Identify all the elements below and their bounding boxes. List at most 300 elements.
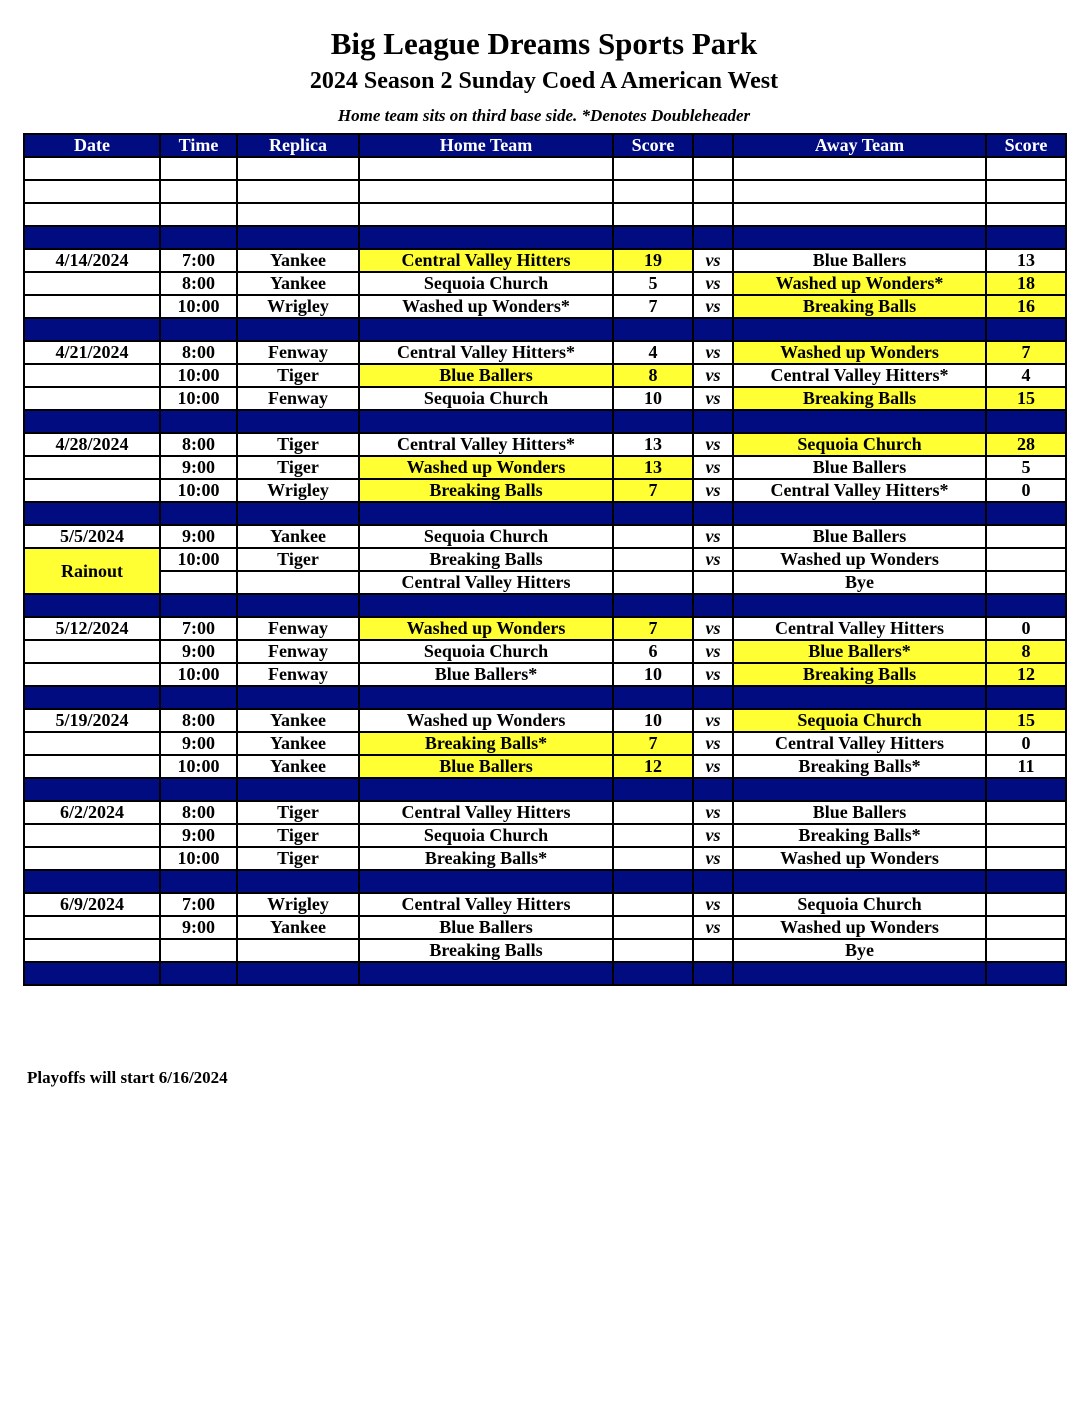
date-cell: 5/19/2024	[24, 709, 160, 732]
vs-cell: vs	[693, 249, 733, 272]
home-team-cell: Breaking Balls*	[359, 847, 613, 870]
replica-cell: Tiger	[237, 847, 359, 870]
vs-cell: vs	[693, 479, 733, 502]
away-score-cell	[986, 824, 1066, 847]
game-row	[24, 663, 1066, 686]
blank-cell	[613, 157, 693, 180]
separator-cell	[733, 962, 986, 985]
date-cell: 4/14/2024	[24, 249, 160, 272]
home-score-cell	[613, 801, 693, 824]
home-score-cell: 7	[613, 617, 693, 640]
separator-cell	[160, 778, 237, 801]
separator-cell	[160, 410, 237, 433]
game-row	[24, 916, 1066, 939]
away-team-cell: Sequoia Church	[733, 709, 986, 732]
vs-cell: vs	[693, 732, 733, 755]
replica-cell: Fenway	[237, 387, 359, 410]
separator-cell	[613, 502, 693, 525]
separator-cell	[986, 318, 1066, 341]
home-team-cell: Washed up Wonders	[359, 709, 613, 732]
game-row	[24, 755, 1066, 778]
away-team-cell: Central Valley Hitters*	[733, 479, 986, 502]
away-team-cell: Washed up Wonders*	[733, 272, 986, 295]
blank-cell	[693, 203, 733, 226]
away-score-cell: 11	[986, 755, 1066, 778]
home-score-cell	[613, 847, 693, 870]
replica-cell: Yankee	[237, 525, 359, 548]
separator-cell	[733, 870, 986, 893]
time-cell: 10:00	[160, 755, 237, 778]
vs-cell	[693, 939, 733, 962]
col-vs	[693, 134, 733, 157]
col-date: Date	[24, 134, 160, 157]
separator-cell	[359, 226, 613, 249]
separator-cell	[693, 594, 733, 617]
separator-cell	[237, 226, 359, 249]
separator-cell	[24, 870, 160, 893]
separator-cell	[733, 226, 986, 249]
replica-cell: Yankee	[237, 272, 359, 295]
separator-cell	[359, 778, 613, 801]
time-cell: 10:00	[160, 295, 237, 318]
away-team-cell: Breaking Balls	[733, 387, 986, 410]
separator-cell	[24, 318, 160, 341]
home-score-cell: 19	[613, 249, 693, 272]
game-row	[24, 824, 1066, 847]
blank-row	[24, 180, 1066, 203]
home-team-cell: Breaking Balls	[359, 548, 613, 571]
time-cell	[160, 939, 237, 962]
blank-cell	[733, 157, 986, 180]
replica-cell: Tiger	[237, 548, 359, 571]
time-cell: 10:00	[160, 548, 237, 571]
vs-cell: vs	[693, 663, 733, 686]
home-score-cell: 8	[613, 364, 693, 387]
replica-cell: Fenway	[237, 341, 359, 364]
game-row	[24, 387, 1066, 410]
away-score-cell: 16	[986, 295, 1066, 318]
away-score-cell: 0	[986, 732, 1066, 755]
blank-cell	[24, 180, 160, 203]
home-score-cell: 10	[613, 709, 693, 732]
away-team-cell: Washed up Wonders	[733, 916, 986, 939]
away-score-cell	[986, 571, 1066, 594]
game-row	[24, 249, 1066, 272]
away-team-cell: Washed up Wonders	[733, 341, 986, 364]
separator-cell	[160, 962, 237, 985]
away-score-cell: 8	[986, 640, 1066, 663]
home-score-cell: 5	[613, 272, 693, 295]
date-separator-row	[24, 778, 1066, 801]
away-score-cell: 13	[986, 249, 1066, 272]
time-cell: 9:00	[160, 824, 237, 847]
time-cell: 9:00	[160, 456, 237, 479]
home-team-cell: Washed up Wonders*	[359, 295, 613, 318]
time-cell: 10:00	[160, 387, 237, 410]
away-team-cell: Blue Ballers	[733, 525, 986, 548]
time-cell: 7:00	[160, 249, 237, 272]
separator-cell	[24, 410, 160, 433]
home-team-cell: Blue Ballers*	[359, 663, 613, 686]
time-cell: 9:00	[160, 732, 237, 755]
game-row	[24, 479, 1066, 502]
away-score-cell	[986, 525, 1066, 548]
blank-cell	[613, 180, 693, 203]
home-team-cell: Central Valley Hitters	[359, 571, 613, 594]
home-team-cell: Central Valley Hitters*	[359, 341, 613, 364]
separator-cell	[237, 778, 359, 801]
home-team-cell: Central Valley Hitters	[359, 249, 613, 272]
blank-cell	[986, 180, 1066, 203]
separator-cell	[160, 594, 237, 617]
date-cell: 4/28/2024	[24, 433, 160, 456]
away-team-cell: Breaking Balls	[733, 663, 986, 686]
time-cell: 10:00	[160, 479, 237, 502]
separator-cell	[693, 686, 733, 709]
vs-cell: vs	[693, 617, 733, 640]
away-score-cell: 0	[986, 479, 1066, 502]
replica-cell: Fenway	[237, 663, 359, 686]
separator-cell	[986, 870, 1066, 893]
blank-cell	[359, 180, 613, 203]
separator-cell	[237, 686, 359, 709]
away-score-cell: 4	[986, 364, 1066, 387]
date-cell	[24, 939, 160, 962]
separator-cell	[160, 226, 237, 249]
away-score-cell: 0	[986, 617, 1066, 640]
home-score-cell: 13	[613, 433, 693, 456]
time-cell: 10:00	[160, 663, 237, 686]
vs-cell: vs	[693, 801, 733, 824]
away-score-cell	[986, 893, 1066, 916]
home-score-cell	[613, 939, 693, 962]
home-team-cell: Blue Ballers	[359, 364, 613, 387]
date-cell: 6/2/2024	[24, 801, 160, 824]
separator-cell	[359, 594, 613, 617]
away-score-cell: 15	[986, 387, 1066, 410]
col-time: Time	[160, 134, 237, 157]
replica-cell: Tiger	[237, 364, 359, 387]
separator-cell	[986, 778, 1066, 801]
time-cell: 7:00	[160, 617, 237, 640]
home-score-cell	[613, 548, 693, 571]
vs-cell: vs	[693, 548, 733, 571]
bye-row	[24, 939, 1066, 962]
time-cell: 8:00	[160, 709, 237, 732]
separator-cell	[693, 502, 733, 525]
home-team-cell: Blue Ballers	[359, 916, 613, 939]
away-score-cell	[986, 548, 1066, 571]
time-cell: 8:00	[160, 272, 237, 295]
game-row	[24, 801, 1066, 824]
separator-cell	[986, 962, 1066, 985]
away-team-cell: Blue Ballers	[733, 801, 986, 824]
separator-cell	[986, 226, 1066, 249]
away-team-cell: Washed up Wonders	[733, 847, 986, 870]
home-score-cell: 12	[613, 755, 693, 778]
home-team-cell: Breaking Balls	[359, 479, 613, 502]
separator-cell	[986, 502, 1066, 525]
separator-cell	[613, 226, 693, 249]
date-cell	[24, 640, 160, 663]
replica-cell: Yankee	[237, 249, 359, 272]
home-team-cell: Blue Ballers	[359, 755, 613, 778]
game-row	[24, 341, 1066, 364]
home-score-cell	[613, 525, 693, 548]
separator-cell	[237, 594, 359, 617]
time-cell: 8:00	[160, 801, 237, 824]
separator-cell	[613, 778, 693, 801]
home-team-cell: Central Valley Hitters*	[359, 433, 613, 456]
away-score-cell: 28	[986, 433, 1066, 456]
time-cell: 10:00	[160, 847, 237, 870]
separator-cell	[693, 870, 733, 893]
away-team-cell: Central Valley Hitters	[733, 732, 986, 755]
rainout-cell: Rainout	[24, 548, 160, 594]
separator-cell	[613, 410, 693, 433]
home-team-cell: Breaking Balls*	[359, 732, 613, 755]
date-separator-row	[24, 870, 1066, 893]
separator-cell	[613, 318, 693, 341]
time-cell: 7:00	[160, 893, 237, 916]
separator-cell	[24, 502, 160, 525]
separator-cell	[237, 870, 359, 893]
game-row	[24, 272, 1066, 295]
separator-cell	[733, 410, 986, 433]
blank-cell	[160, 203, 237, 226]
date-separator-row	[24, 594, 1066, 617]
vs-cell: vs	[693, 295, 733, 318]
home-team-cell: Sequoia Church	[359, 640, 613, 663]
home-score-cell	[613, 916, 693, 939]
game-row	[24, 456, 1066, 479]
away-team-cell: Central Valley Hitters*	[733, 364, 986, 387]
time-cell: 9:00	[160, 640, 237, 663]
home-score-cell: 7	[613, 479, 693, 502]
separator-cell	[237, 410, 359, 433]
separator-cell	[24, 962, 160, 985]
game-row	[24, 709, 1066, 732]
replica-cell: Tiger	[237, 433, 359, 456]
separator-cell	[359, 686, 613, 709]
separator-cell	[693, 318, 733, 341]
separator-cell	[733, 318, 986, 341]
away-score-cell	[986, 939, 1066, 962]
col-home-team: Home Team	[359, 134, 613, 157]
separator-cell	[24, 778, 160, 801]
away-score-cell	[986, 801, 1066, 824]
away-score-cell: 5	[986, 456, 1066, 479]
separator-cell	[24, 226, 160, 249]
blank-cell	[24, 157, 160, 180]
date-cell	[24, 824, 160, 847]
home-score-cell	[613, 824, 693, 847]
home-team-cell: Sequoia Church	[359, 525, 613, 548]
separator-cell	[160, 686, 237, 709]
date-cell	[24, 364, 160, 387]
home-team-cell: Central Valley Hitters	[359, 893, 613, 916]
date-cell: 6/9/2024	[24, 893, 160, 916]
date-cell	[24, 479, 160, 502]
home-score-cell: 10	[613, 387, 693, 410]
separator-cell	[733, 778, 986, 801]
vs-cell: vs	[693, 341, 733, 364]
separator-cell	[733, 502, 986, 525]
page-subtitle: 2024 Season 2 Sunday Coed A American West	[309, 68, 779, 94]
game-row	[24, 847, 1066, 870]
time-cell: 8:00	[160, 433, 237, 456]
replica-cell: Tiger	[237, 456, 359, 479]
game-row	[24, 548, 1066, 571]
bye-row	[24, 571, 1066, 594]
playoffs-note: Playoffs will start 6/16/2024	[27, 1068, 228, 1087]
away-team-cell: Breaking Balls	[733, 295, 986, 318]
home-score-cell	[613, 571, 693, 594]
away-score-cell: 12	[986, 663, 1066, 686]
away-team-cell: Breaking Balls*	[733, 824, 986, 847]
home-team-cell: Washed up Wonders	[359, 617, 613, 640]
game-row	[24, 525, 1066, 548]
home-score-cell: 13	[613, 456, 693, 479]
date-cell: 5/12/2024	[24, 617, 160, 640]
replica-cell: Yankee	[237, 916, 359, 939]
separator-cell	[693, 226, 733, 249]
date-separator-row	[24, 226, 1066, 249]
replica-cell: Tiger	[237, 801, 359, 824]
blank-cell	[24, 203, 160, 226]
replica-cell: Fenway	[237, 617, 359, 640]
blank-cell	[160, 180, 237, 203]
home-team-cell: Washed up Wonders	[359, 456, 613, 479]
time-cell: 10:00	[160, 364, 237, 387]
blank-cell	[237, 180, 359, 203]
away-team-cell: Bye	[733, 939, 986, 962]
separator-cell	[237, 318, 359, 341]
away-team-cell: Blue Ballers	[733, 249, 986, 272]
vs-cell: vs	[693, 387, 733, 410]
separator-cell	[359, 318, 613, 341]
vs-cell: vs	[693, 824, 733, 847]
game-row	[24, 295, 1066, 318]
blank-cell	[237, 203, 359, 226]
home-score-cell: 4	[613, 341, 693, 364]
date-cell: 4/21/2024	[24, 341, 160, 364]
separator-cell	[613, 594, 693, 617]
separator-cell	[613, 962, 693, 985]
replica-cell: Fenway	[237, 640, 359, 663]
separator-cell	[733, 594, 986, 617]
away-team-cell: Washed up Wonders	[733, 548, 986, 571]
time-cell: 8:00	[160, 341, 237, 364]
away-score-cell	[986, 916, 1066, 939]
game-row	[24, 640, 1066, 663]
date-cell	[24, 916, 160, 939]
blank-cell	[613, 203, 693, 226]
separator-cell	[986, 594, 1066, 617]
vs-cell: vs	[693, 525, 733, 548]
vs-cell: vs	[693, 433, 733, 456]
game-row	[24, 732, 1066, 755]
date-separator-row	[24, 410, 1066, 433]
separator-cell	[160, 870, 237, 893]
replica-cell: Wrigley	[237, 893, 359, 916]
separator-cell	[160, 502, 237, 525]
blank-cell	[359, 203, 613, 226]
vs-cell: vs	[693, 847, 733, 870]
game-row	[24, 617, 1066, 640]
away-team-cell: Bye	[733, 571, 986, 594]
blank-cell	[986, 203, 1066, 226]
home-score-cell	[613, 893, 693, 916]
date-separator-row	[24, 318, 1066, 341]
date-separator-row	[24, 686, 1066, 709]
home-team-cell: Sequoia Church	[359, 272, 613, 295]
vs-cell: vs	[693, 916, 733, 939]
separator-cell	[693, 962, 733, 985]
separator-cell	[986, 686, 1066, 709]
away-team-cell: Blue Ballers*	[733, 640, 986, 663]
date-separator-row	[24, 502, 1066, 525]
away-score-cell: 18	[986, 272, 1066, 295]
blank-cell	[733, 203, 986, 226]
separator-cell	[237, 502, 359, 525]
page-title: Big League Dreams Sports Park	[330, 26, 758, 61]
separator-cell	[359, 870, 613, 893]
date-cell	[24, 387, 160, 410]
date-cell: 5/5/2024	[24, 525, 160, 548]
home-team-cell: Central Valley Hitters	[359, 801, 613, 824]
col-away-team: Away Team	[733, 134, 986, 157]
away-score-cell: 15	[986, 709, 1066, 732]
schedule-table	[23, 133, 1067, 986]
schedule-body	[24, 157, 1066, 985]
away-team-cell: Blue Ballers	[733, 456, 986, 479]
replica-cell: Yankee	[237, 732, 359, 755]
date-cell	[24, 663, 160, 686]
away-team-cell: Sequoia Church	[733, 893, 986, 916]
date-cell	[24, 755, 160, 778]
blank-cell	[359, 157, 613, 180]
separator-cell	[24, 686, 160, 709]
col-replica: Replica	[237, 134, 359, 157]
col-home-score: Score	[613, 134, 693, 157]
date-cell	[24, 847, 160, 870]
blank-cell	[733, 180, 986, 203]
vs-cell: vs	[693, 893, 733, 916]
replica-cell	[237, 571, 359, 594]
home-score-cell: 7	[613, 295, 693, 318]
blank-cell	[160, 157, 237, 180]
time-cell: 9:00	[160, 525, 237, 548]
home-score-cell: 7	[613, 732, 693, 755]
blank-row	[24, 157, 1066, 180]
separator-cell	[613, 870, 693, 893]
vs-cell: vs	[693, 272, 733, 295]
vs-cell: vs	[693, 456, 733, 479]
blank-cell	[693, 180, 733, 203]
date-cell	[24, 295, 160, 318]
vs-cell: vs	[693, 364, 733, 387]
separator-cell	[359, 410, 613, 433]
date-separator-row	[24, 962, 1066, 985]
home-team-note: Home team sits on third base side. *Denotes Doubleheader	[337, 106, 751, 125]
separator-cell	[613, 686, 693, 709]
time-cell	[160, 571, 237, 594]
vs-cell: vs	[693, 709, 733, 732]
home-team-cell: Breaking Balls	[359, 939, 613, 962]
blank-cell	[693, 157, 733, 180]
home-team-cell: Sequoia Church	[359, 387, 613, 410]
